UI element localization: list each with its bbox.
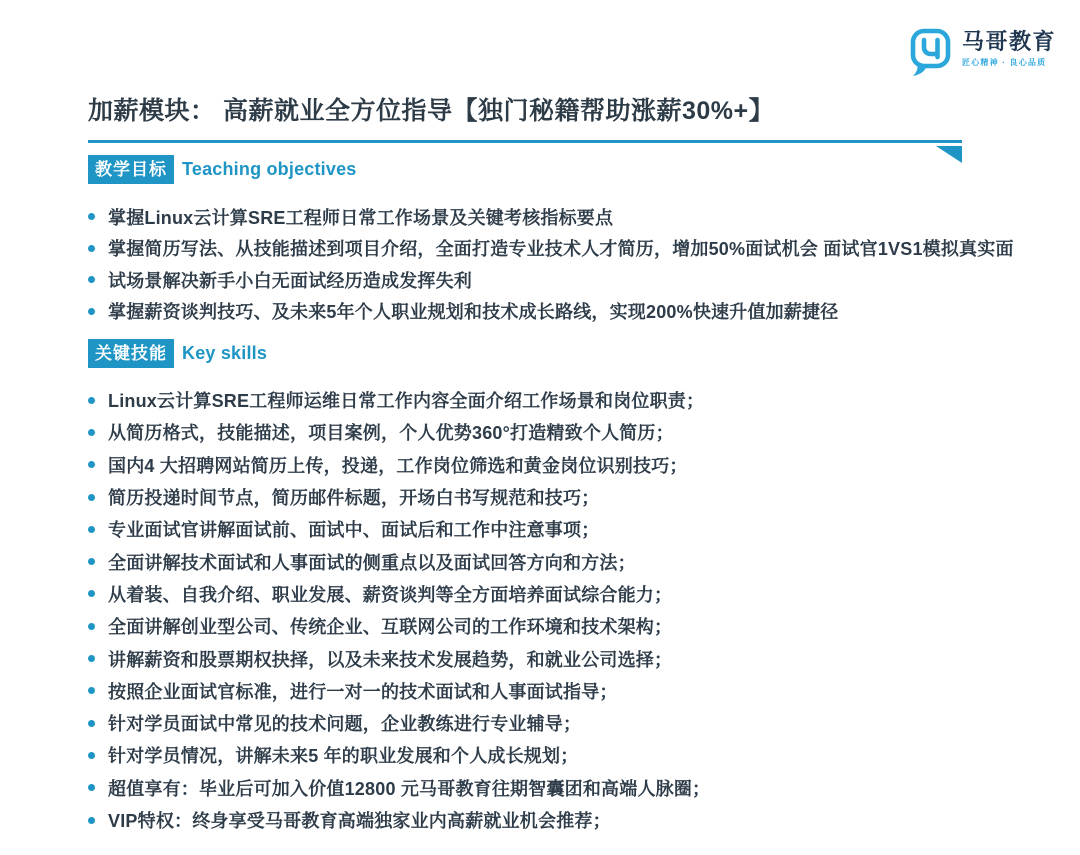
list-item-text: 掌握薪资谈判技巧、及未来5年个人职业规划和技术成长路线，实现200%快速升值加薪捷径 xyxy=(108,302,839,323)
bullet-icon xyxy=(88,245,95,252)
bullet-icon xyxy=(88,213,95,220)
list-item xyxy=(88,804,1005,836)
list-item xyxy=(88,233,1014,265)
bullet-icon xyxy=(88,655,95,662)
section-teaching-objectives xyxy=(88,155,1014,327)
list-item-text: 讲解薪资和股票期权抉择，以及未来技术发展趋势，和就业公司选择； xyxy=(108,649,673,670)
section-badge: 关键技能 xyxy=(88,339,174,368)
magedu-logo-icon xyxy=(910,28,952,78)
bullet-icon xyxy=(88,276,95,283)
list-item-text: 从着装、自我介绍、职业发展、薪资谈判等全方面培养面试综合能力； xyxy=(108,584,673,605)
list-item-text: 简历投递时间节点，简历邮件标题，开场白书写规范和技巧； xyxy=(108,488,600,509)
bullet-icon xyxy=(88,590,95,597)
list-item-text: VIP特权：终身享受马哥教育高端独家业内高薪就业机会推荐； xyxy=(108,811,611,831)
list-item xyxy=(88,513,1005,545)
list-item xyxy=(88,739,1005,771)
list-item xyxy=(88,545,1005,577)
brand-tagline: 匠心精神 · 良心品质 xyxy=(961,58,1047,68)
bullet-icon xyxy=(88,784,95,791)
skills-list xyxy=(88,384,1005,836)
bullet-icon xyxy=(88,526,95,533)
list-item xyxy=(88,416,1005,448)
list-item-text: 国内4 大招聘网站简历上传，投递，工作岗位筛选和黄金岗位识别技巧； xyxy=(108,455,688,476)
list-item xyxy=(88,201,1005,233)
brand-name: 马哥教育 xyxy=(961,29,1056,54)
list-item xyxy=(88,675,1005,707)
bullet-icon xyxy=(88,687,95,694)
bullet-icon xyxy=(88,752,95,759)
list-item-text: 从简历格式，技能描述，项目案例，个人优势360°打造精致个人简历； xyxy=(108,423,674,444)
brand-logo xyxy=(910,28,1056,78)
list-item-text: 超值享有：毕业后可加入价值12800 元马哥教育往期智囊团和高端人脉圈； xyxy=(108,778,711,799)
objectives-list xyxy=(88,201,1014,327)
bullet-icon xyxy=(88,817,95,824)
list-item xyxy=(88,481,1005,513)
list-item-text: 专业面试官讲解面试前、面试中、面试后和工作中注意事项； xyxy=(108,520,600,541)
list-item-text: 全面讲解技术面试和人事面试的侧重点以及面试回答方向和方法； xyxy=(108,552,636,573)
bullet-icon xyxy=(88,308,95,315)
list-item-text: Linux云计算SRE工程师运维日常工作内容全面介绍工作场景和岗位职责； xyxy=(108,391,705,412)
section-badge: 教学目标 xyxy=(88,155,174,184)
page-title: 加薪模块： 高薪就业全方位指导【独门秘籍帮助涨薪30%+】 xyxy=(88,97,775,125)
bullet-icon xyxy=(88,429,95,436)
list-item-text: 按照企业面试官标准，进行一对一的技术面试和人事面试指导； xyxy=(108,681,618,702)
list-item-text: 针对学员情况，讲解未来5 年的职业发展和个人成长规划； xyxy=(108,746,579,767)
bullet-icon xyxy=(88,720,95,727)
list-item xyxy=(88,610,1005,642)
list-item xyxy=(88,642,1005,674)
section-subtitle: Teaching objectives xyxy=(182,159,357,179)
title-divider xyxy=(88,140,962,143)
list-item xyxy=(88,578,1005,610)
corner-triangle-icon xyxy=(936,146,962,163)
brand-text-block xyxy=(962,28,1056,68)
bullet-icon xyxy=(88,623,95,630)
section-header xyxy=(88,155,1005,184)
bullet-icon xyxy=(88,558,95,565)
list-item xyxy=(88,707,1005,739)
list-item xyxy=(88,384,1005,416)
list-item-text: 试场景解决新手小白无面试经历造成发挥失利 xyxy=(108,270,472,291)
list-item-text: 全面讲解创业型公司、传统企业、互联网公司的工作环境和技术架构； xyxy=(108,617,673,638)
section-subtitle: Key skills xyxy=(182,343,268,363)
list-item xyxy=(88,449,1005,481)
list-item xyxy=(88,264,1005,296)
bullet-icon xyxy=(88,397,95,404)
list-item-text: 掌握Linux云计算SRE工程师日常工作场景及关键考核指标要点 xyxy=(108,207,614,228)
bullet-icon xyxy=(88,494,95,501)
list-item-text: 掌握简历写法、从技能描述到项目介绍，全面打造专业技术人才简历，增加50%面试机会 面试官1VS1模拟真实面 xyxy=(108,239,1014,260)
list-item xyxy=(88,296,1005,328)
section-key-skills xyxy=(88,339,1005,836)
list-item xyxy=(88,772,1005,804)
list-item-text: 针对学员面试中常见的技术问题，企业教练进行专业辅导； xyxy=(108,714,582,735)
section-header xyxy=(88,339,1005,368)
bullet-icon xyxy=(88,461,95,468)
